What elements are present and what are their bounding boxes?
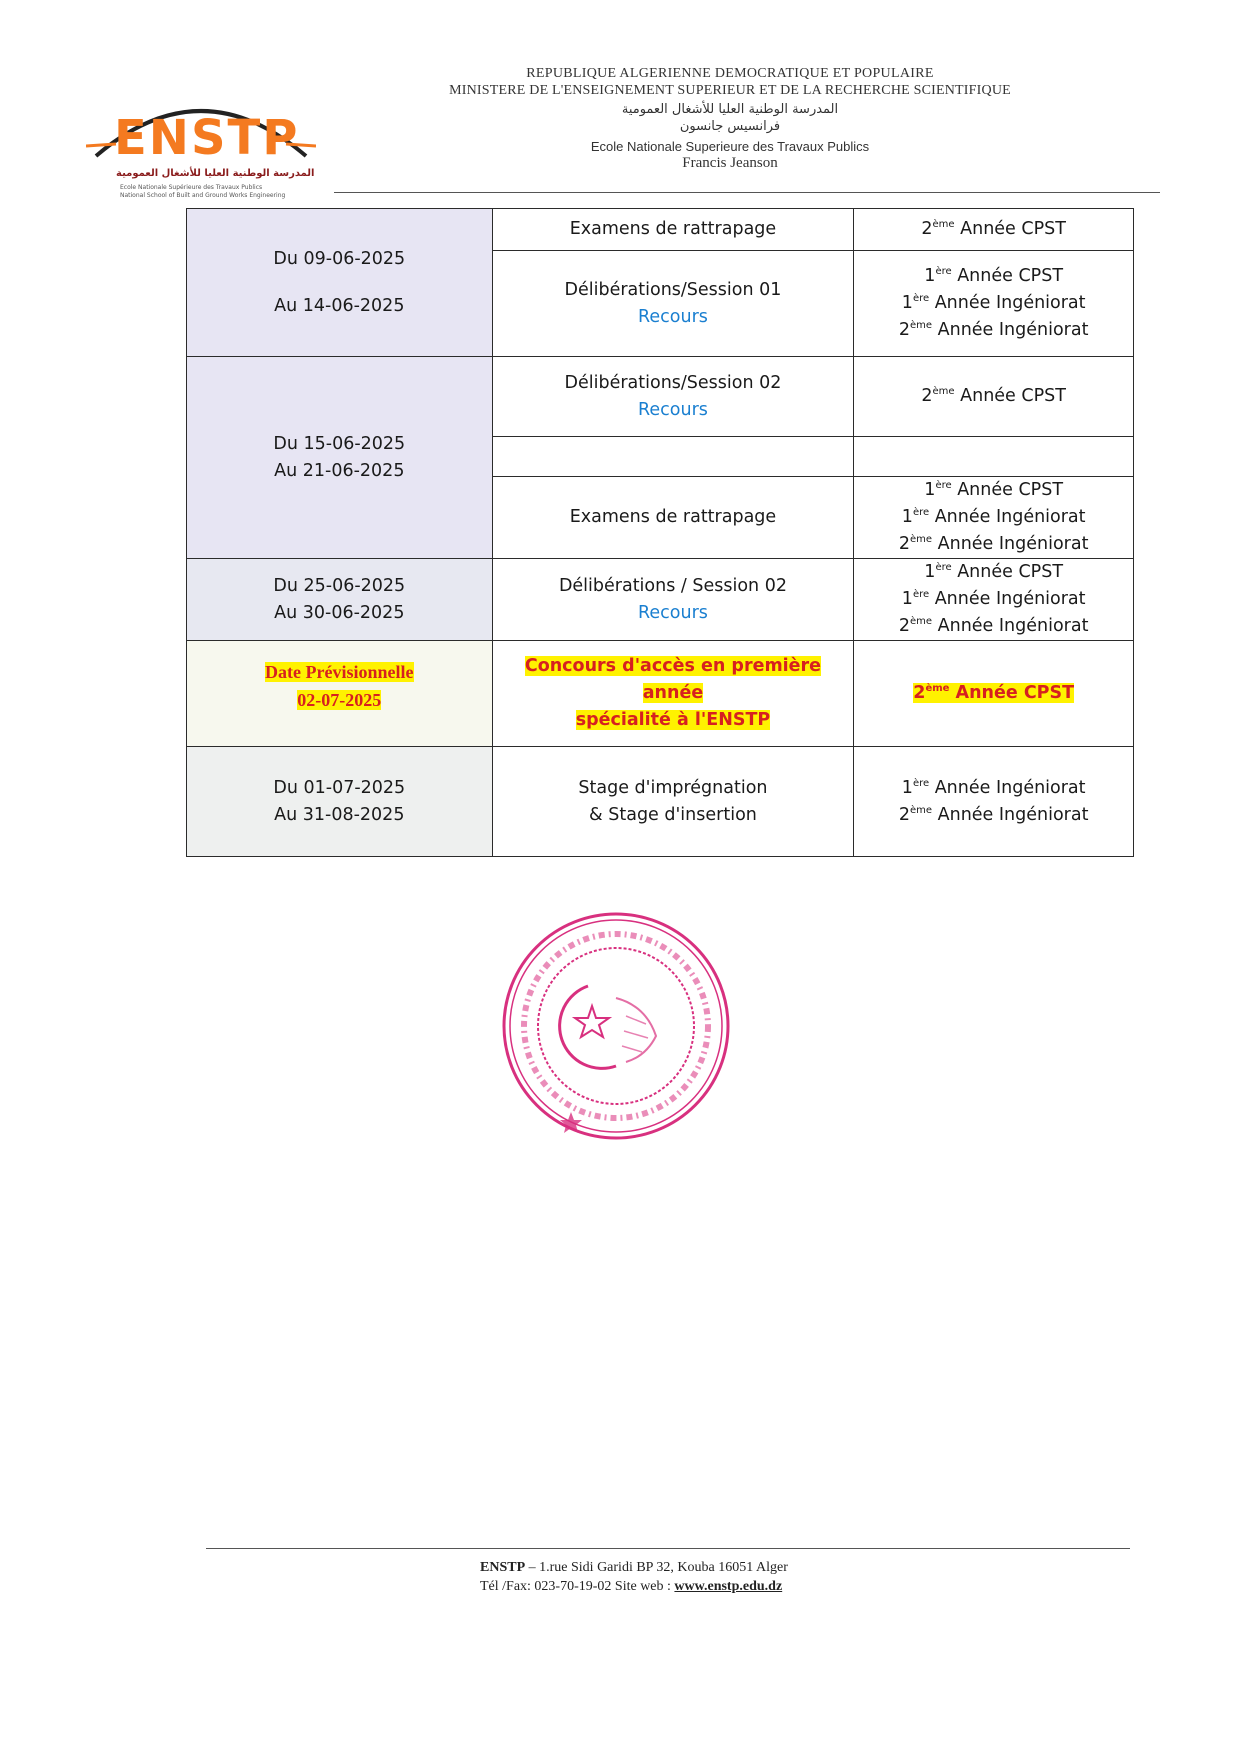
level-cell [854, 477, 1134, 559]
date-cell [187, 641, 493, 747]
level-cell [854, 251, 1134, 357]
activity-cell [492, 251, 854, 357]
date-cell [187, 747, 493, 857]
activity-text: spécialité à l'ENSTP [575, 710, 771, 730]
recours-label: Recours [638, 399, 708, 420]
header-school-name: Ecole Nationale Superieure des Travaux Publics [590, 138, 870, 154]
date-start: Du 15-06-2025 [273, 433, 406, 454]
footer-website-link[interactable]: www.enstp.edu.dz [674, 1579, 783, 1594]
activity-cell-empty [492, 437, 854, 477]
date-end: Au 30-06-2025 [274, 602, 405, 623]
recours-label: Recours [638, 602, 708, 623]
activity-cell [492, 477, 854, 559]
level-line: 2ème Année Ingéniorat [898, 616, 1089, 636]
header-ministry: MINISTERE DE L'ENSEIGNEMENT SUPERIEUR ET DE LA RECHERCHE SCIENTIFIQUE [449, 82, 1011, 98]
level-line: 1ère Année Ingéniorat [901, 589, 1086, 609]
date-cell [187, 559, 493, 641]
logo-wordmark: ENSTP [114, 110, 300, 166]
level-cell-empty [854, 437, 1134, 477]
level-line: 1ère Année Ingéniorat [901, 293, 1086, 313]
table-row [187, 747, 1134, 857]
activity-text: Délibérations/Session 02 [564, 372, 782, 393]
activity-cell [492, 357, 854, 437]
level-cell [854, 641, 1134, 747]
date-cell [187, 357, 493, 559]
activity-text: Examens de rattrapage [569, 219, 777, 239]
header-francis-jeanson: Francis Jeanson [682, 155, 778, 172]
activity-cell [492, 209, 854, 251]
logo-subtitle-en: National School of Built and Ground Works Engineering [120, 192, 286, 199]
date-start: Du 25-06-2025 [273, 575, 406, 596]
official-stamp-icon [496, 906, 736, 1146]
activity-text: Délibérations/Session 01 [564, 279, 782, 300]
level-line: 1ère Année CPST [924, 480, 1064, 500]
activity-text: Délibérations / Session 02 [558, 575, 787, 596]
header-school-arabic: المدرسة الوطنية العليا للأشغال العمومية [621, 101, 839, 117]
table-row [187, 209, 1134, 251]
table-row [187, 357, 1134, 437]
footer-address: – 1.rue Sidi Garidi BP 32, Kouba 16051 Alger [525, 1560, 788, 1575]
level-line: 1ère Année Ingéniorat [901, 777, 1086, 798]
schedule-table [186, 208, 1134, 857]
header-divider [334, 192, 1160, 193]
date-provisional-value: 02-07-2025 [297, 690, 382, 710]
level-cell [854, 209, 1134, 251]
level-line: 1ère Année Ingéniorat [901, 507, 1086, 527]
level-line: 2ème Année CPST [921, 219, 1066, 239]
level-line: 2ème Année CPST [921, 386, 1066, 406]
level-line: 2ème Année CPST [913, 683, 1075, 703]
table-row [187, 559, 1134, 641]
level-line: 1ère Année CPST [924, 562, 1064, 582]
activity-text: Examens de rattrapage [569, 507, 777, 527]
level-cell [854, 357, 1134, 437]
activity-text: Stage d'imprégnation [578, 777, 768, 798]
footer-contact-line [480, 1577, 920, 1596]
footer-address-line [480, 1558, 920, 1577]
activity-cell [492, 559, 854, 641]
footer-divider [206, 1548, 1130, 1549]
footer-org: ENSTP [480, 1560, 526, 1575]
activity-text: Concours d'accès en première année [524, 656, 822, 703]
letterhead [380, 66, 1080, 172]
enstp-logo [86, 86, 316, 201]
date-start: Du 01-07-2025 [273, 777, 406, 798]
footer-phone: Tél /Fax: 023-70-19-02 Site web : [480, 1579, 675, 1594]
activity-text: & Stage d'insertion [589, 804, 757, 825]
logo-subtitle-fr: Ecole Nationale Supérieure des Travaux Publics [120, 184, 263, 191]
level-cell [854, 559, 1134, 641]
header-name-arabic: فرانسيس جانسون [679, 119, 781, 135]
activity-cell [492, 747, 854, 857]
date-cell [187, 209, 493, 357]
level-line: 1ère Année CPST [924, 266, 1064, 286]
date-end: Au 21-06-2025 [274, 460, 405, 481]
date-end: Au 31-08-2025 [274, 804, 405, 825]
footer [480, 1558, 920, 1596]
level-line: 2ème Année Ingéniorat [898, 804, 1089, 825]
date-start: Du 09-06-2025 [273, 248, 406, 269]
date-end: Au 14-06-2025 [274, 295, 405, 316]
date-provisional-label: Date Prévisionnelle [265, 662, 414, 682]
logo-arabic-name: المدرسة الوطنية العليا للأشغال العمومية [116, 168, 315, 179]
table-row [187, 641, 1134, 747]
level-line: 2ème Année Ingéniorat [898, 534, 1089, 554]
recours-label: Recours [638, 306, 708, 327]
activity-cell [492, 641, 854, 747]
level-cell [854, 747, 1134, 857]
header-republic: REPUBLIQUE ALGERIENNE DEMOCRATIQUE ET POPULAIRE [526, 66, 934, 81]
level-line: 2ème Année Ingéniorat [898, 320, 1089, 340]
